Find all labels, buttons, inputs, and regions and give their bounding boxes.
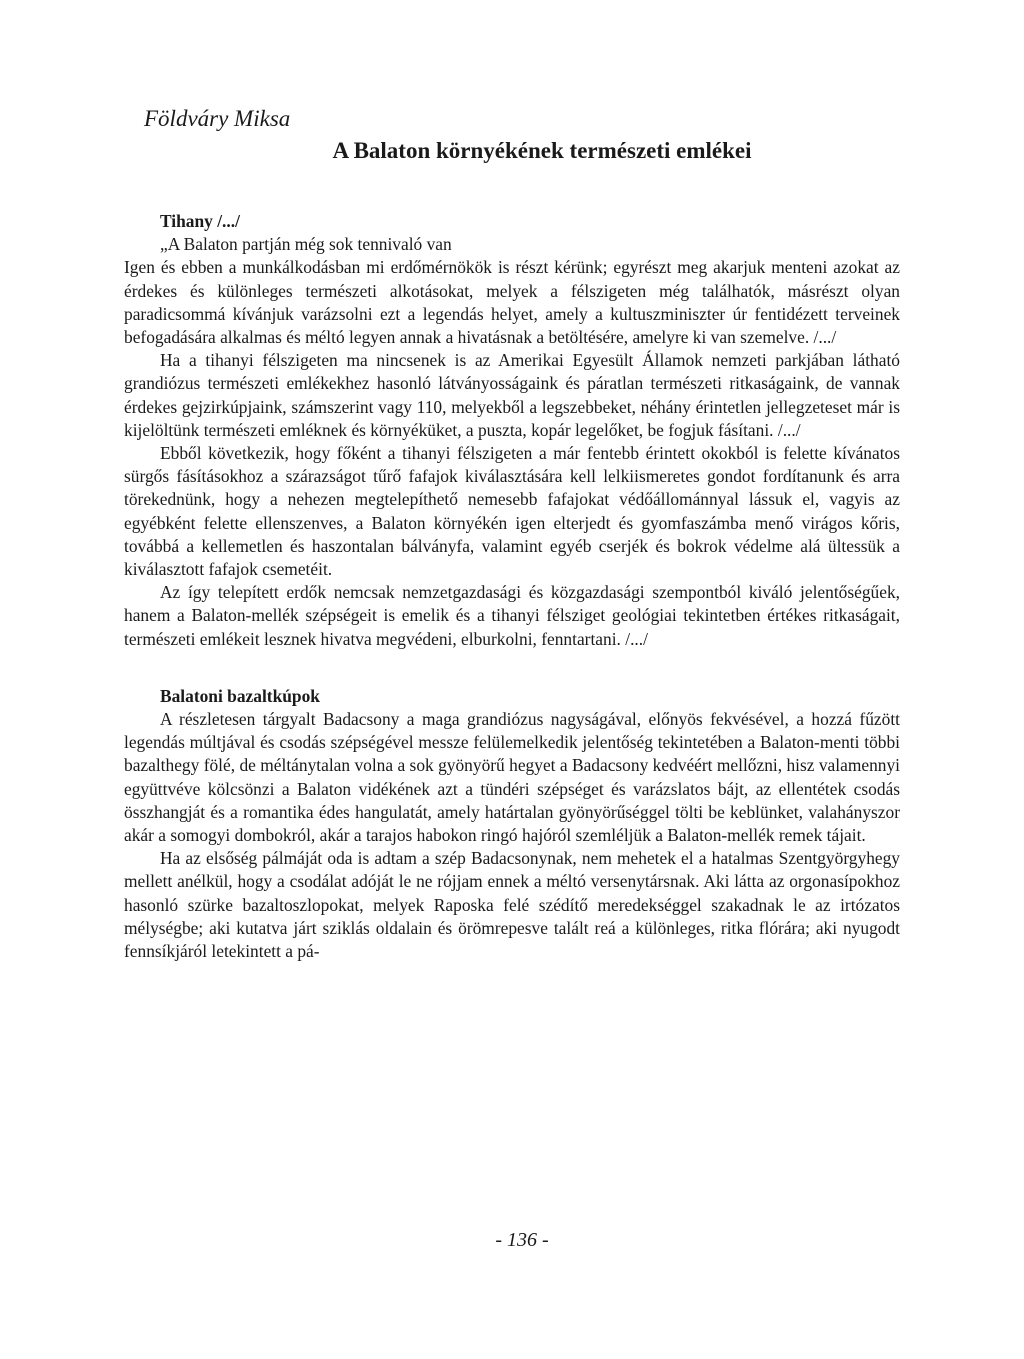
section-heading: Tihany /.../ [160, 211, 240, 231]
section-bazaltkupok [124, 685, 900, 963]
page-number [0, 1226, 1024, 1254]
section-spacer [124, 651, 900, 685]
paragraph: A részletesen tárgyalt Badacsony a maga grandiózus nagyságával, előnyös fekvésével, a hozzá fűzött legendás múltjával és csodás szépségével messze felülemelkedik jelentőség tekintetében a Balaton-menti többi bazalthegy fölé, de méltánytalan volna a sok gyönyörű hegyet a Badacsony kedvéért mellőzni, hisz valamennyi együttvéve kölcsönzi a Balaton vidékének azt a tündéri szépséget és varázslatos bájt, az ellentétek csodás összhangját és a romantika édes hangulatát, amely határtalan gyönyörűséggel tölti be keblünket, valahányszor akár a somogyi dombokról, akár a tarajos habokon ringó hajóról szemléljük a Balaton-mellék remek tájait. [124, 709, 900, 846]
section-tihany [124, 210, 900, 651]
section-subheading: „A Balaton partján még sok tennivaló van [160, 234, 452, 255]
article-body [124, 210, 900, 963]
paragraph: Ebből következik, hogy főként a tihanyi félszigeten a már fentebb érintett okokból is felette kívánatos sürgős fásításokhoz a szárazságot tűrő fafajok kiválasztására kell lelkiismeretes gondot fordítanunk és arra törekednünk, hogy a nehezen megtelepíthető nemesebb fafajokat védőállománnyal lássuk el, vagyis az egyébként felette ellenszenves, a Balaton környékén igen elterjedt és gyomfaszámba menő virágos kőris, továbbá a kellemetlen és haszontalan bálványfa, valamint egyéb cserjék és bokrok védelme alá ültessük a kiválasztott fafajok csemetéit. [124, 443, 900, 580]
page-number-text: - 136 - [495, 1229, 549, 1251]
paragraph: Az így telepített erdők nemcsak nemzetgazdasági és közgazdasági szempontból kiváló jelentőségűek, hanem a Balaton-mellék szépségeit is emelik és a tihanyi félsziget geológiai tekintetben értékes ritkaságait, természeti emlékeit lesznek hivatva megvédeni, elburkolni, fenntartani. /.../ [124, 582, 900, 649]
paragraph: Ha az elsőség pálmáját oda is adtam a szép Badacsonynak, nem mehetek el a hatalmas Szentgyörgyhegy mellett anélkül, hogy a csodálat adóját le ne rójjam ennek a méltó versenytársnak. Aki látta az orgonasípokhoz hasonló szürke bazaltoszlopokat, melyek Raposka felé szédítő meredekséggel szakadnak le az irtózatos mélységbe; aki kutatva járt sziklás oldalain és örömrepesve talált reá a különleges, ritka flórára; aki nyugodt fennsíkjáról letekintett a pá- [124, 848, 900, 962]
paragraph: Igen és ebben a munkálkodásban mi erdőmérnökök is részt kérünk; egyrészt meg akarjuk menteni azokat az érdekes és különleges természeti alkotásokat, melyek a félszigeten még találhatók, másrészt olyan paradicsommá kívánjuk varázsolni ezt a legendás helyet, amely a kultuszminiszter úr fentidézett terveinek befogadására alkalmas és méltó legyen annak a hivatásnak a betöltésére, amelyre ki van szemelve. /.../ [124, 257, 900, 348]
paragraph: Ha a tihanyi félszigeten ma nincsenek is az Amerikai Egyesült Államok nemzeti parkjában látható grandiózus természeti emlékekhez hasonló látványosságaink és páratlan természeti ritkaságaink, de vannak érdekes gejzirkúpjaink, számszerint vagy 110, melyekből a legszebbeket, néhány érintetlen jellegzeteset már is kijelöltünk természeti emléknek és környéküket, a puszta, kopár legelőket, be fogjuk fásítani. /.../ [124, 350, 900, 440]
author-name: Földváry Miksa [144, 106, 291, 131]
section-heading: Balatoni bazaltkúpok [160, 685, 320, 706]
article-title: A Balaton környékének természeti emlékei [332, 138, 752, 163]
